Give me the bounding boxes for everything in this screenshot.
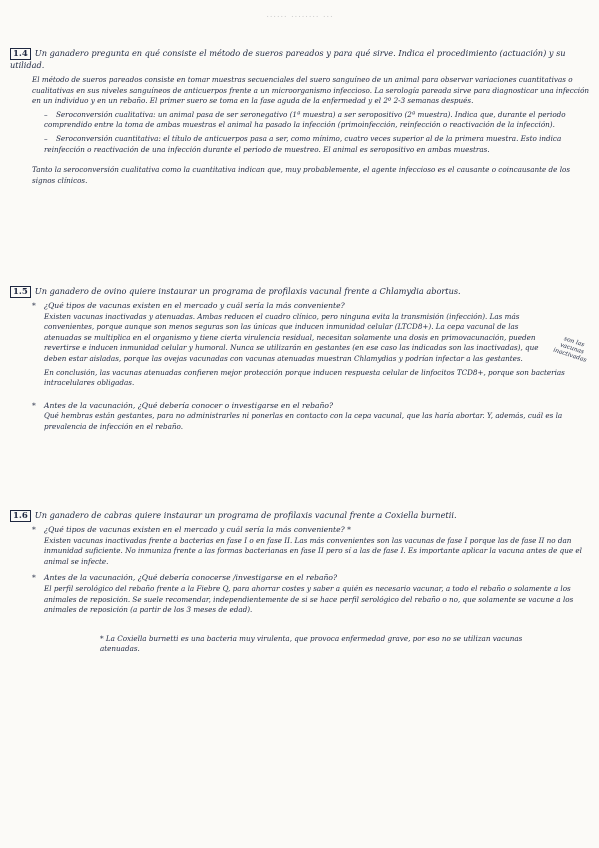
dash-bullet-icon: – [44,109,48,119]
question-title [10,286,590,298]
subquestion-text: Antes de la vacunación, ¿Qué debería conocerse /investigarse en el rebaño? [44,573,338,583]
answer-paragraph: Existen vacunas inactivadas frente a bacterias en fase I o en fase II. Las más convenientes son las vacunas de fase I porque las de fase II no dan inmunidad suficiente. No inmuniza frente a las formas bacterianas en fase II pero sí a las de fase I. Es importante aplicar la vacuna antes de que el animal se infecte. [44,535,582,566]
bullet-text: Seroconversión cualitativa: un animal pasa de ser seronegativo (1ª muestra) a ser seropositivo (2ª muestra). Indica que, durante el periodo comprendido entre la toma de ambas muestras el animal ha pasado la infección (primoinfección, reinfección o reactivación de la infección). [44,109,566,130]
question-1-6 [10,510,590,655]
bullet-seroconversion-cuantitativa [10,134,590,155]
question-text: Un ganadero pregunta en qué consiste el método de sueros pareados y para qué sirve. Indica el procedimiento (actuación) y su utilidad. [10,48,566,70]
answer-conclusion: En conclusión, las vacunas atenuadas confieren mejor protección porque inducen respuesta celular de linfocitos TCD8+, porque son bacterias intracelulares obligadas. [44,367,565,388]
question-number: 1.6 [10,510,31,522]
question-text: Un ganadero de ovino quiere instaurar un programa de profilaxis vacunal frente a Chlamydia abortus. [34,286,461,296]
answer-paragraph: Existen vacunas inactivadas y atenuadas. Ambas reducen el cuadro clínico, pero ninguna evita la transmisión (infección). Las más convenientes, porque aunque son menos seguras son las únicas que inducen inmunidad celular (LTCD8+). La cepa vacunal de las atenuadas se multiplica en el organismo y tiene cierta virulencia residual, necesitan solamente una dosis en primovacunación, pueden revertirse e inducen inmunidad celular y humoral. Nunca se utilizarán en gestantes (en ese caso las indicadas son las inactivadas), que deben estar aisladas, porque las ovejas vacunadas con vacunas atenuadas muestran Chlamydias y podrían infectar a las gestantes. [44,311,539,363]
subquestion-vaccine-types [10,301,590,312]
subquestion-before-vaccination [10,573,590,584]
question-text: Un ganadero de cabras quiere instaurar un programa de profilaxis vacunal frente a Coxiella burnetii. [34,510,457,520]
answer-paragraph: El perfil serológico del rebaño frente a la Fiebre Q, para ahorrar costes y saber a quién es necesario vacunar, a todo el rebaño o solamente a los animales de reposición. Se suele recomendar, independientemente de si se hace perfil serológico del rebaño o no, que solamente se vacune a los animales de reposición (a partir de los 3 meses de edad). [44,583,574,615]
question-1-4 [10,48,590,186]
subquestion-before-vaccination [10,401,590,412]
question-title [10,510,590,522]
question-title [10,48,590,71]
subquestion-vaccine-types [10,525,590,536]
asterisk-bullet-icon: * [32,573,36,583]
margin-note: son las vacunas inactivadas [552,335,588,364]
question-1-5 [10,286,590,433]
asterisk-bullet-icon: * [32,400,36,410]
dash-bullet-icon: – [44,133,48,143]
page-header: ...... ........ ... [266,10,334,19]
footnote: * La Coxiella burnetti es una bacteria muy virulenta, que provoca enfermedad grave, por eso no se utilizan vacunas atenuadas. [100,633,523,654]
asterisk-bullet-icon: * [32,301,36,310]
question-number: 1.5 [10,286,31,298]
bullet-text: Seroconversión cuantitativa: el título de anticuerpos pasa a ser, como mínimo, cuatro veces superior al de la primera muestra. Esto indica reinfección o reactivación de una infección durante el periodo de muestreo. El animal es seropositivo en ambas muestras. [44,133,562,154]
question-number: 1.4 [10,48,31,60]
subquestion-text: ¿Qué tipos de vacunas existen en el mercado y cuál sería la más conveniente? * [44,525,351,534]
asterisk-bullet-icon: * [32,525,36,534]
answer-conclusion: Tanto la seroconversión cualitativa como la cuantitativa indican que, muy probablemente, el agente infeccioso es el causante o coincausante de los signos clínicos. [32,165,571,185]
subquestion-text: Antes de la vacunación, ¿Qué debería conocer o investigarse en el rebaño? [44,400,334,410]
subquestion-text: ¿Qué tipos de vacunas existen en el mercado y cuál sería la más conveniente? [44,301,345,310]
answer-paragraph: Qué hembras están gestantes, para no administrarles ni ponerlas en contacto con la cepa vacunal, que las haría abortar. Y, además, cuál es la prevalencia de infección en el rebaño. [44,411,563,431]
answer-paragraph: El método de sueros pareados consiste en tomar muestras secuenciales del suero sanguíneo de un animal para observar variaciones cuantitativas o cualitativas en sus niveles sanguíneos de anticuerpos frente a un microorganismo infeccioso. La serología pareada sirve para diagnosticar una infección en un individuo y en un rebaño. El primer suero se toma en la fase aguda de la enfermedad y el 2º 2-3 semanas después. [32,75,590,106]
bullet-seroconversion-cualitativa [10,110,590,131]
